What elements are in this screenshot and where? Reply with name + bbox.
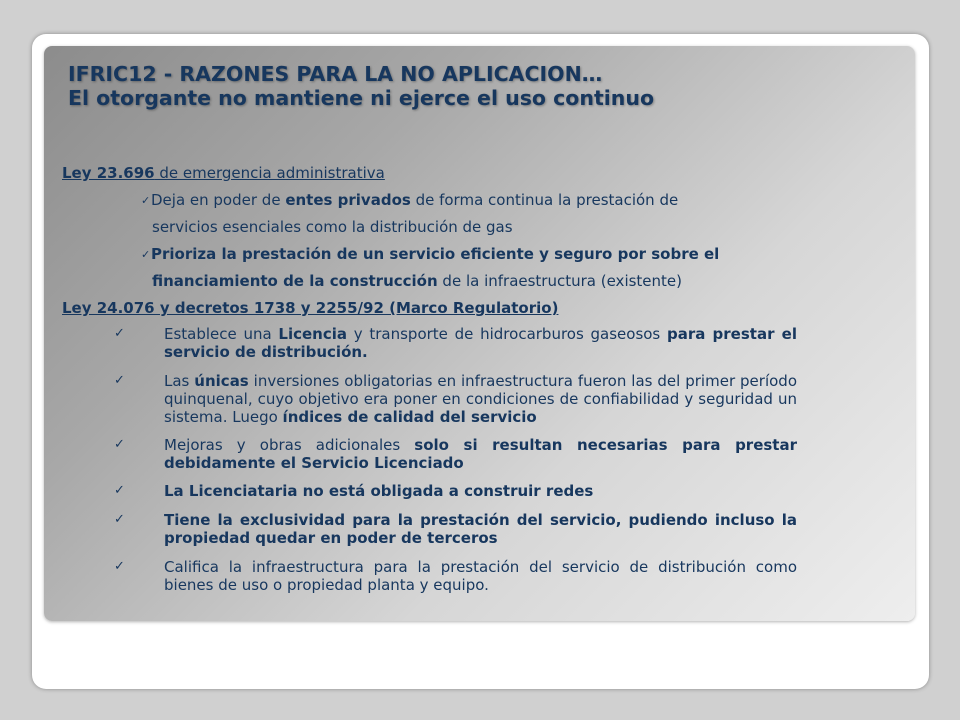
item-bold: Tiene la exclusividad para la prestación del servicio, pudiendo incluso la propiedad quedar en poder de terceros xyxy=(164,511,797,547)
item-text: Califica la infraestructura para la prestación del servicio de distribución como bienes de uso o propiedad planta y equipo. xyxy=(164,558,797,594)
item-bold: solo si resultan necesarias para prestar debidamente el Servicio Licenciado xyxy=(164,436,797,472)
sub-bullet-1-bold: entes privados xyxy=(285,191,411,209)
item-text: y transporte de hidrocarburos gaseosos xyxy=(347,325,667,343)
regulatory-items-list xyxy=(62,325,892,594)
item-text: Establece una xyxy=(164,325,279,343)
item-text: inversiones obligatorias en infraestructura fueron las del primer período quinquenal, cuyo objetivo era poner en condiciones de confiabilidad y seguridad un sistema. Luego xyxy=(164,372,797,426)
check-icon: ✓ xyxy=(114,512,125,527)
slide-title xyxy=(68,62,908,110)
sub-bullet-1-text-end: de forma continua la prestación de xyxy=(410,191,679,209)
check-icon: ✓ xyxy=(114,559,125,574)
list-item xyxy=(62,436,797,472)
list-item xyxy=(62,558,797,594)
check-icon: ✓ xyxy=(114,483,125,498)
item-bold: únicas xyxy=(194,372,249,390)
item-text: Las xyxy=(164,372,195,390)
list-item xyxy=(62,511,797,547)
law-23696-desc: de emergencia administrativa xyxy=(154,164,385,182)
check-icon: ✓ xyxy=(141,248,151,261)
item-bold: índices de calidad del servicio xyxy=(282,408,537,426)
item-bold: para prestar el servicio de distribución. xyxy=(164,325,797,361)
sub-bullet-1 xyxy=(62,187,892,214)
title-line-2: El otorgante no mantiene ni ejerce el uso continuo xyxy=(68,85,655,110)
law-24076-heading: Ley 24.076 y decretos 1738 y 2255/92 (Marco Regulatorio) xyxy=(62,299,559,317)
sub-bullet-2 xyxy=(62,241,892,268)
sub-bullet-1-text: Deja en poder de xyxy=(151,191,286,209)
list-item xyxy=(62,372,797,426)
check-icon: ✓ xyxy=(114,437,125,452)
list-item xyxy=(62,325,797,361)
item-bold: La Licenciataria no está obligada a construir redes xyxy=(164,482,594,500)
sub-bullet-2-cont-bold: financiamiento de la construcción xyxy=(152,272,438,290)
sub-bullet-2-cont-text: de la infraestructura (existente) xyxy=(437,272,682,290)
check-icon: ✓ xyxy=(141,194,151,207)
law-23696-heading xyxy=(62,160,892,187)
sub-bullet-2-bold: Prioriza la prestación de un servicio eficiente y seguro por sobre el xyxy=(151,245,720,263)
list-item xyxy=(62,482,797,500)
item-bold: Licencia xyxy=(278,325,348,343)
check-icon: ✓ xyxy=(114,373,125,388)
item-text: Mejoras y obras adicionales xyxy=(164,436,415,454)
sub-bullet-1-continuation: servicios esenciales como la distribución de gas xyxy=(152,218,513,236)
title-line-1: IFRIC12 - RAZONES PARA LA NO APLICACION… xyxy=(68,62,603,86)
slide-body xyxy=(62,160,892,594)
sub-bullet-2-continuation xyxy=(62,268,892,295)
check-icon: ✓ xyxy=(114,326,125,341)
law-23696-name: Ley 23.696 xyxy=(62,164,155,182)
